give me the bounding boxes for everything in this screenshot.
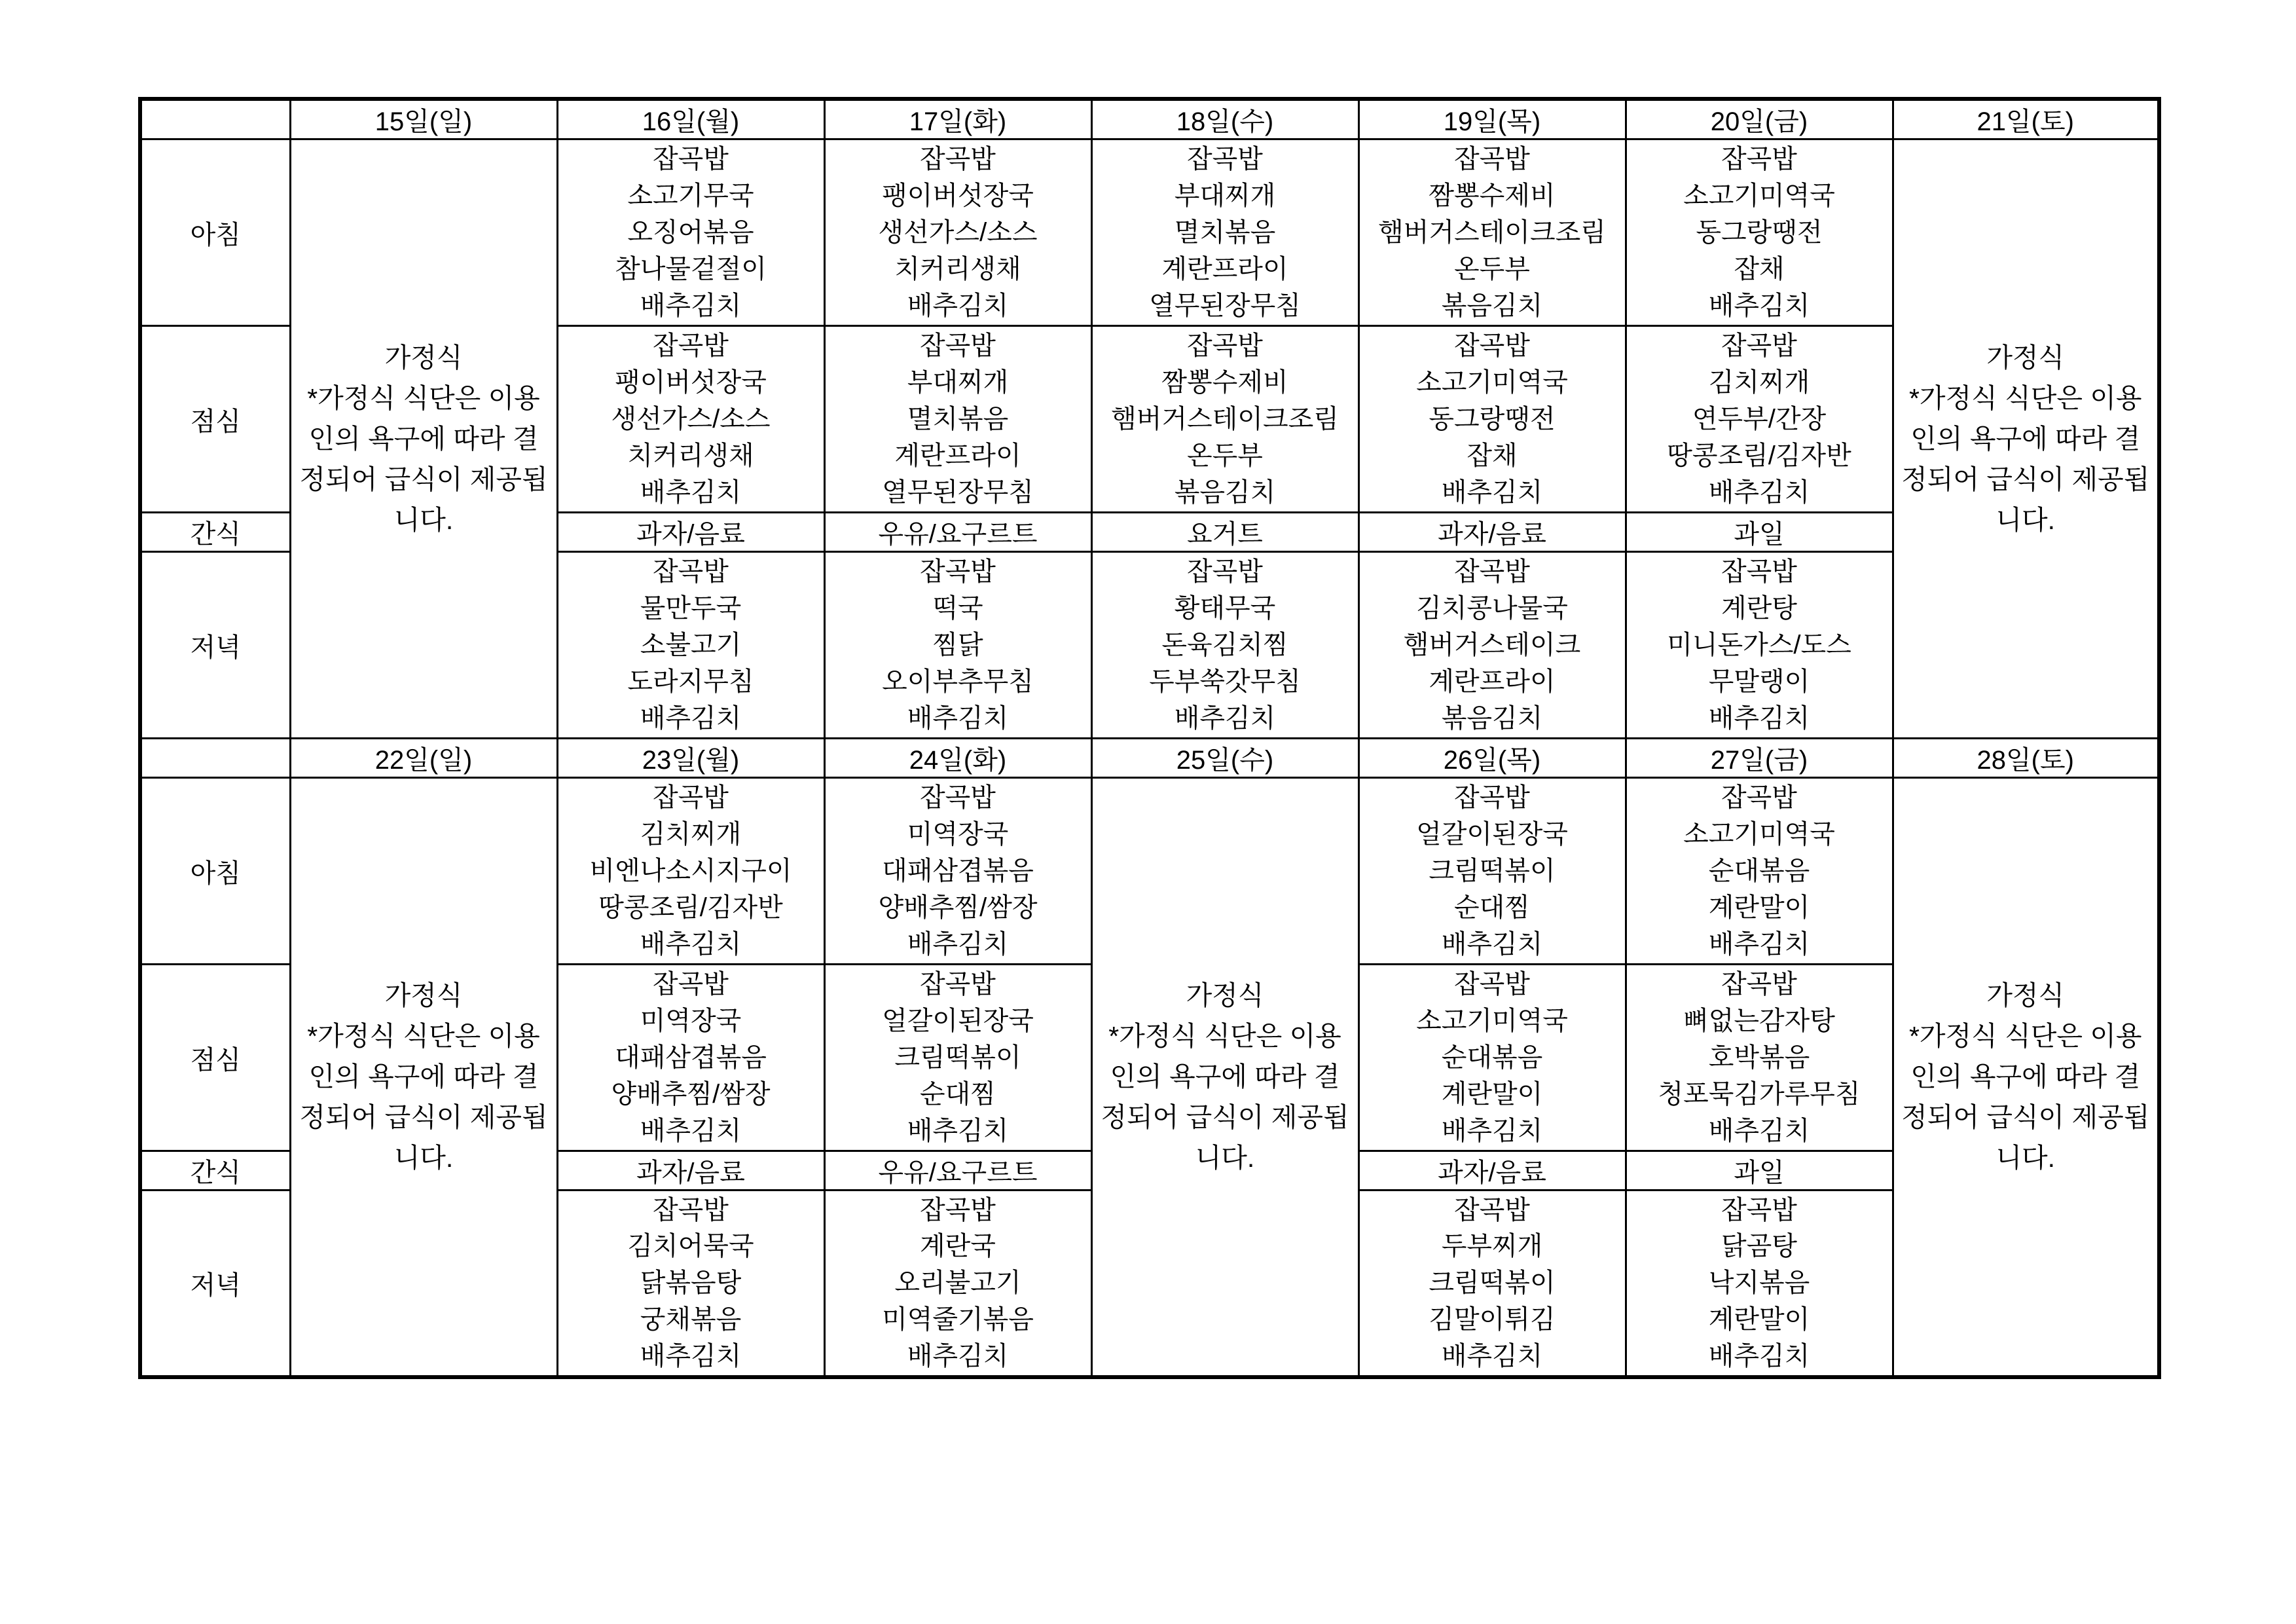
meal-item: 미역장국 xyxy=(640,1006,742,1036)
breakfast-cell xyxy=(1358,778,1626,965)
meal-item: 연두부/간장 xyxy=(1692,404,1827,434)
meal-item-list xyxy=(1627,780,1892,963)
meal-item: 잡곡밥 xyxy=(653,783,729,813)
date-header-cell: 22일(일) xyxy=(290,739,557,778)
lunch-cell xyxy=(557,326,824,513)
meal-item: 잡곡밥 xyxy=(1187,145,1263,174)
meal-item: 배추김치 xyxy=(1174,703,1276,733)
meal-item: 두부찌개 xyxy=(1441,1232,1543,1261)
date-header-cell: 26일(목) xyxy=(1358,739,1626,778)
meal-item: 대패삼겹볶음 xyxy=(615,1043,767,1072)
meal-item-list xyxy=(1627,554,1892,737)
meal-item: 배추김치 xyxy=(640,1116,742,1145)
meal-item: 비엔나소시지구이 xyxy=(589,856,792,885)
meal-item: 물만두국 xyxy=(640,594,742,623)
lunch-cell xyxy=(1358,326,1626,513)
meal-item: 볶음김치 xyxy=(1174,477,1276,507)
home-meal-note-title: 가정식 xyxy=(384,342,463,373)
meal-item: 양배추찜/쌈장 xyxy=(878,893,1038,922)
row-label-cell: 점심 xyxy=(140,326,290,513)
lunch-cell xyxy=(1626,965,1893,1151)
breakfast-cell xyxy=(1091,139,1358,326)
meal-item: 소고기미역국 xyxy=(1416,1006,1568,1036)
meal-item: 팽이버섯장국 xyxy=(615,368,767,397)
meal-item: 잡곡밥 xyxy=(920,557,996,587)
meal-item: 계란국 xyxy=(920,1232,996,1261)
meal-item: 땅콩조림/김자반 xyxy=(598,893,783,922)
snack-cell: 과자/음료 xyxy=(557,513,824,552)
meal-item: 잡곡밥 xyxy=(920,331,996,361)
menu-table xyxy=(138,97,2161,1379)
meal-item: 생선가스/소스 xyxy=(878,217,1038,247)
meal-item: 소고기무국 xyxy=(627,181,754,211)
meal-item-list xyxy=(1093,141,1358,324)
meal-item-list xyxy=(1627,141,1892,324)
meal-item: 온두부 xyxy=(1454,254,1530,284)
dinner-cell xyxy=(1358,552,1626,739)
meal-item: 배추김치 xyxy=(1708,291,1810,320)
meal-item: 열무된장무침 xyxy=(1149,291,1301,320)
dinner-cell xyxy=(824,552,1091,739)
lunch-cell xyxy=(557,965,824,1151)
dinner-cell xyxy=(1091,552,1358,739)
meal-item: 치커리생채 xyxy=(894,254,1021,284)
dinner-cell xyxy=(1358,1190,1626,1377)
date-header-cell: 19일(목) xyxy=(1358,99,1626,139)
home-meal-note xyxy=(1093,975,1358,1178)
meal-item: 부대찌개 xyxy=(1174,181,1276,211)
lunch-cell xyxy=(824,965,1091,1151)
home-meal-cell xyxy=(1091,778,1358,1377)
date-header-cell: 24일(화) xyxy=(824,739,1091,778)
meal-item: 계란말이 xyxy=(1708,893,1810,922)
meal-item-list xyxy=(1360,780,1625,963)
meal-item: 배추김치 xyxy=(1708,929,1810,959)
meal-item: 잡곡밥 xyxy=(1721,970,1797,999)
meal-item: 배추김치 xyxy=(640,929,742,959)
meal-item-list xyxy=(1360,1192,1625,1375)
meal-item: 김치어묵국 xyxy=(627,1232,754,1261)
meal-item: 잡채 xyxy=(1467,441,1518,470)
meal-item: 참나물겉절이 xyxy=(615,254,767,284)
date-header-cell: 18일(수) xyxy=(1091,99,1358,139)
meal-item: 미역장국 xyxy=(907,820,1009,849)
meal-item: 잡곡밥 xyxy=(1187,331,1263,361)
date-header-cell: 16일(월) xyxy=(557,99,824,139)
date-header-cell: 17일(화) xyxy=(824,99,1091,139)
meal-item-list xyxy=(826,328,1091,511)
home-meal-note-body: *가정식 식단은 이용인의 욕구에 따라 결정되어 급식이 제공됩니다. xyxy=(299,383,548,535)
meal-item: 김치찌개 xyxy=(1708,368,1810,397)
meal-item: 뼈없는감자탕 xyxy=(1683,1006,1835,1036)
meal-item: 크림떡볶이 xyxy=(1429,856,1556,885)
meal-item: 열무된장무침 xyxy=(882,477,1034,507)
meal-item: 치커리생채 xyxy=(627,441,754,470)
meal-item: 배추김치 xyxy=(1441,1341,1543,1371)
row-label-cell: 간식 xyxy=(140,513,290,552)
date-header-row xyxy=(140,99,2159,139)
home-meal-note-title: 가정식 xyxy=(1986,342,2065,373)
snack-cell: 과일 xyxy=(1626,1151,1893,1190)
meal-item-list xyxy=(1360,967,1625,1149)
dinner-cell xyxy=(557,1190,824,1377)
meal-item: 닭곰탕 xyxy=(1721,1232,1797,1261)
meal-item-list xyxy=(1360,141,1625,324)
meal-item: 잡곡밥 xyxy=(920,783,996,813)
meal-item: 미역줄기볶음 xyxy=(882,1305,1034,1335)
meal-item: 순대찜 xyxy=(1454,893,1530,922)
home-meal-note xyxy=(1894,975,2158,1178)
dinner-cell xyxy=(824,1190,1091,1377)
meal-item: 오징어볶음 xyxy=(627,217,754,247)
meal-item: 햄버거스테이크조림 xyxy=(1378,217,1606,247)
meal-item: 소불고기 xyxy=(640,630,742,659)
meal-item: 햄버거스테이크조림 xyxy=(1111,404,1339,434)
meal-item: 잡곡밥 xyxy=(1721,145,1797,174)
meal-item: 잡곡밥 xyxy=(920,1195,996,1225)
meal-item: 순대찜 xyxy=(920,1079,996,1109)
lunch-cell xyxy=(1358,965,1626,1151)
meal-item: 닭볶음탕 xyxy=(640,1268,742,1298)
meal-item-list xyxy=(1627,328,1892,511)
row-label-cell: 아침 xyxy=(140,139,290,326)
date-header-cell: 27일(금) xyxy=(1626,739,1893,778)
home-meal-note xyxy=(291,337,556,540)
meal-item: 멸치볶음 xyxy=(1174,217,1276,247)
meal-item: 부대찌개 xyxy=(907,368,1009,397)
meal-item: 잡곡밥 xyxy=(1454,1195,1530,1225)
home-meal-note-title: 가정식 xyxy=(1986,980,2065,1011)
meal-item-list xyxy=(826,554,1091,737)
row-label-cell: 저녁 xyxy=(140,552,290,739)
home-meal-cell xyxy=(290,139,557,739)
meal-item: 배추김치 xyxy=(1441,1116,1543,1145)
meal-item-list xyxy=(1093,328,1358,511)
meal-item-list xyxy=(1627,967,1892,1149)
lunch-cell xyxy=(824,326,1091,513)
snack-cell: 요거트 xyxy=(1091,513,1358,552)
meal-item: 배추김치 xyxy=(640,703,742,733)
date-header-cell: 28일(토) xyxy=(1893,739,2159,778)
home-meal-note xyxy=(1894,337,2158,540)
meal-item: 잡곡밥 xyxy=(920,145,996,174)
meal-item: 오리불고기 xyxy=(894,1268,1021,1298)
meal-item: 계란프라이 xyxy=(1161,254,1288,284)
meal-item: 배추김치 xyxy=(1441,477,1543,507)
home-meal-cell xyxy=(1893,139,2159,739)
lunch-cell xyxy=(1626,326,1893,513)
meal-item: 크림떡볶이 xyxy=(1429,1268,1556,1298)
breakfast-cell xyxy=(1358,139,1626,326)
meal-item: 김말이튀김 xyxy=(1429,1305,1556,1335)
date-header-cell: 21일(토) xyxy=(1893,99,2159,139)
meal-item: 소고기미역국 xyxy=(1416,368,1568,397)
meal-item: 잡곡밥 xyxy=(1187,557,1263,587)
meal-item: 호박볶음 xyxy=(1708,1043,1810,1072)
meal-item: 배추김치 xyxy=(640,1341,742,1371)
meal-item: 온두부 xyxy=(1187,441,1263,470)
meal-item: 배추김치 xyxy=(907,1116,1009,1145)
meal-item: 잡곡밥 xyxy=(1721,783,1797,813)
meal-item: 찜닭 xyxy=(932,630,983,659)
home-meal-cell xyxy=(1893,778,2159,1377)
meal-item: 잡곡밥 xyxy=(1721,557,1797,587)
meal-item: 잡곡밥 xyxy=(653,1195,729,1225)
meal-item: 잡곡밥 xyxy=(653,557,729,587)
meal-item: 햄버거스테이크 xyxy=(1403,630,1581,659)
meal-item: 잡곡밥 xyxy=(1454,783,1530,813)
home-meal-note-body: *가정식 식단은 이용인의 욕구에 따라 결정되어 급식이 제공됩니다. xyxy=(1101,1021,1349,1173)
meal-item: 땅콩조림/김자반 xyxy=(1667,441,1851,470)
meal-item: 배추김치 xyxy=(1441,929,1543,959)
meal-item: 잡곡밥 xyxy=(1454,331,1530,361)
meal-item: 계란말이 xyxy=(1441,1079,1543,1109)
row-label-cell: 간식 xyxy=(140,1151,290,1190)
meal-item-list xyxy=(558,967,824,1149)
meal-item: 김치찌개 xyxy=(640,820,742,849)
meal-item: 동그랑땡전 xyxy=(1429,404,1556,434)
meal-item: 얼갈이된장국 xyxy=(882,1006,1034,1036)
meal-item: 배추김치 xyxy=(907,1341,1009,1371)
meal-item: 잡곡밥 xyxy=(920,970,996,999)
meal-item: 계란프라이 xyxy=(1429,667,1556,696)
meal-item: 오이부추무침 xyxy=(882,667,1034,696)
meal-item: 얼갈이된장국 xyxy=(1416,820,1568,849)
date-header-cell: 15일(일) xyxy=(290,99,557,139)
snack-cell: 과자/음료 xyxy=(1358,513,1626,552)
home-meal-cell xyxy=(290,778,557,1377)
meal-item: 순대볶음 xyxy=(1708,856,1810,885)
meal-item: 잡곡밥 xyxy=(1454,145,1530,174)
meal-item: 배추김치 xyxy=(640,477,742,507)
meal-item: 도라지무침 xyxy=(627,667,754,696)
meal-item: 멸치볶음 xyxy=(907,404,1009,434)
meal-item: 배추김치 xyxy=(640,291,742,320)
home-meal-note-body: *가정식 식단은 이용인의 욕구에 따라 결정되어 급식이 제공됩니다. xyxy=(1901,383,2150,535)
meal-item: 궁채볶음 xyxy=(640,1305,742,1335)
meal-item: 잡곡밥 xyxy=(1454,557,1530,587)
corner-cell xyxy=(140,739,290,778)
meal-item: 계란탕 xyxy=(1721,594,1797,623)
meal-item: 계란프라이 xyxy=(894,441,1021,470)
meal-item-list xyxy=(826,967,1091,1149)
snack-cell: 우유/요구르트 xyxy=(824,1151,1091,1190)
meal-item-list xyxy=(558,141,824,324)
meal-item: 무말랭이 xyxy=(1708,667,1810,696)
meal-item-list xyxy=(826,141,1091,324)
meal-item-list xyxy=(558,1192,824,1375)
meal-item: 짬뽕수제비 xyxy=(1429,181,1556,211)
meal-row-breakfast xyxy=(140,778,2159,965)
dinner-cell xyxy=(557,552,824,739)
meal-item: 순대볶음 xyxy=(1441,1043,1543,1072)
meal-item: 소고기미역국 xyxy=(1683,181,1835,211)
date-header-cell: 25일(수) xyxy=(1091,739,1358,778)
menu-table-body xyxy=(140,99,2159,1377)
meal-item: 잡채 xyxy=(1734,254,1785,284)
meal-item: 생선가스/소스 xyxy=(611,404,771,434)
meal-item-list xyxy=(558,780,824,963)
row-label-cell: 아침 xyxy=(140,778,290,965)
meal-item: 청포묵김가루무침 xyxy=(1658,1079,1861,1109)
meal-item: 배추김치 xyxy=(1708,1116,1810,1145)
dinner-cell xyxy=(1626,1190,1893,1377)
dinner-cell xyxy=(1626,552,1893,739)
home-meal-note-body: *가정식 식단은 이용인의 욕구에 따라 결정되어 급식이 제공됩니다. xyxy=(299,1021,548,1173)
meal-item: 잡곡밥 xyxy=(1721,331,1797,361)
meal-item: 잡곡밥 xyxy=(1721,1195,1797,1225)
meal-item: 황태무국 xyxy=(1174,594,1276,623)
meal-item: 배추김치 xyxy=(907,703,1009,733)
snack-cell: 과일 xyxy=(1626,513,1893,552)
meal-item-list xyxy=(558,554,824,737)
date-header-cell: 23일(월) xyxy=(557,739,824,778)
meal-item-list xyxy=(1627,1192,1892,1375)
home-meal-note-title: 가정식 xyxy=(384,980,463,1011)
date-header-row xyxy=(140,739,2159,778)
meal-row-breakfast xyxy=(140,139,2159,326)
row-label-cell: 점심 xyxy=(140,965,290,1151)
home-meal-note-title: 가정식 xyxy=(1186,980,1264,1011)
meal-item-list xyxy=(826,780,1091,963)
meal-item: 잡곡밥 xyxy=(653,145,729,174)
meal-item: 계란말이 xyxy=(1708,1305,1810,1335)
meal-item: 동그랑땡전 xyxy=(1696,217,1823,247)
snack-cell: 과자/음료 xyxy=(557,1151,824,1190)
meal-item: 크림떡볶이 xyxy=(894,1043,1021,1072)
meal-item: 돈육김치찜 xyxy=(1161,630,1288,659)
meal-item: 팽이버섯장국 xyxy=(882,181,1034,211)
meal-item: 배추김치 xyxy=(1708,703,1810,733)
snack-cell: 과자/음료 xyxy=(1358,1151,1626,1190)
meal-item: 소고기미역국 xyxy=(1683,820,1835,849)
meal-item: 잡곡밥 xyxy=(653,331,729,361)
meal-item: 잡곡밥 xyxy=(1454,970,1530,999)
meal-item: 짬뽕수제비 xyxy=(1161,368,1288,397)
breakfast-cell xyxy=(557,778,824,965)
meal-item-list xyxy=(1093,554,1358,737)
meal-item: 대패삼겹볶음 xyxy=(882,856,1034,885)
meal-item: 잡곡밥 xyxy=(653,970,729,999)
breakfast-cell xyxy=(1626,778,1893,965)
breakfast-cell xyxy=(557,139,824,326)
meal-item: 배추김치 xyxy=(907,291,1009,320)
snack-cell: 우유/요구르트 xyxy=(824,513,1091,552)
meal-item: 낙지볶음 xyxy=(1708,1268,1810,1298)
meal-item: 미니돈가스/도스 xyxy=(1667,630,1851,659)
breakfast-cell xyxy=(824,778,1091,965)
date-header-cell: 20일(금) xyxy=(1626,99,1893,139)
meal-item-list xyxy=(1360,554,1625,737)
meal-item: 배추김치 xyxy=(907,929,1009,959)
breakfast-cell xyxy=(824,139,1091,326)
meal-item-list xyxy=(826,1192,1091,1375)
meal-item: 떡국 xyxy=(932,594,983,623)
meal-item: 두부쑥갓무침 xyxy=(1149,667,1301,696)
meal-item: 김치콩나물국 xyxy=(1416,594,1568,623)
row-label-cell: 저녁 xyxy=(140,1190,290,1377)
lunch-cell xyxy=(1091,326,1358,513)
meal-item-list xyxy=(558,328,824,511)
meal-item: 양배추찜/쌈장 xyxy=(611,1079,771,1109)
meal-item-list xyxy=(1360,328,1625,511)
meal-item: 볶음김치 xyxy=(1441,291,1543,320)
home-meal-note-body: *가정식 식단은 이용인의 욕구에 따라 결정되어 급식이 제공됩니다. xyxy=(1901,1021,2150,1173)
corner-cell xyxy=(140,99,290,139)
home-meal-note xyxy=(291,975,556,1178)
breakfast-cell xyxy=(1626,139,1893,326)
meal-item: 볶음김치 xyxy=(1441,703,1543,733)
meal-item: 배추김치 xyxy=(1708,1341,1810,1371)
meal-item: 배추김치 xyxy=(1708,477,1810,507)
